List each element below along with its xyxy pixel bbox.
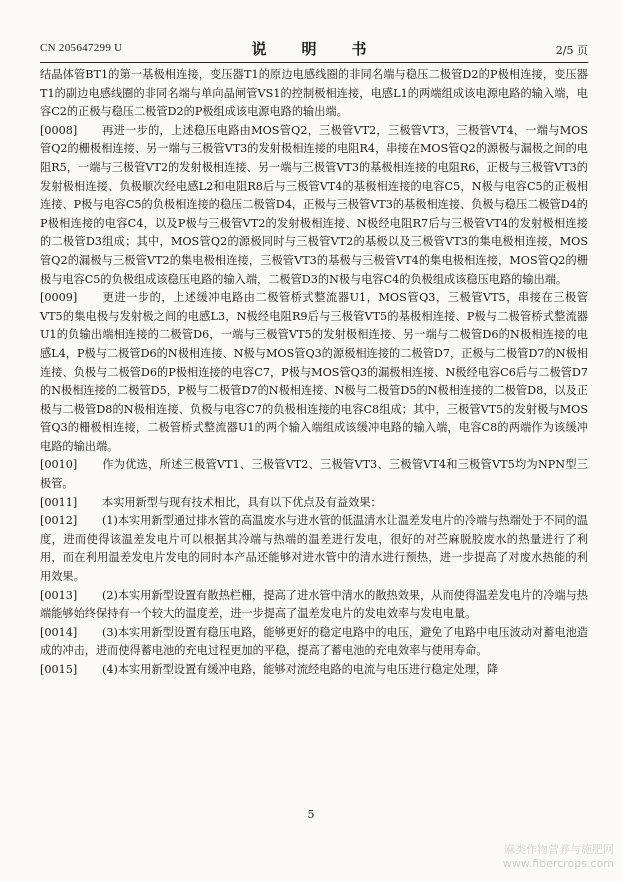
document-body bbox=[40, 66, 588, 680]
watermark-line1: 麻类作物营养与施肥网 bbox=[504, 843, 614, 856]
paragraph-number: [0014] bbox=[40, 625, 78, 639]
page-header bbox=[40, 38, 588, 60]
header-divider bbox=[40, 62, 588, 63]
paragraph bbox=[40, 587, 588, 624]
paragraph bbox=[40, 624, 588, 661]
lead-paragraph: 结晶体管BT1的第一基极相连接，变压器T1的原边电感线圈的非同名端与稳压二极管D2的P极相连接，变压器T1的副边电感线圈的非同名端与单向晶闸管VS1的控制极相连接，电感L1的两端组成该电源电路的输入端，电容C2的正极与稳压二极管D2的P极组成该电源电路的输出端。 bbox=[40, 68, 588, 119]
paragraph-text: 更进一步的，上述缓冲电路由二极管桥式整流器U1，MOS管Q3，三极管VT5，串接在三极管VT5的集电极与发射极之间的电感L3，N极经电阻R9后与三极管VT5的基极相连接、P极与二极管桥式整流器U1的负输出端相连接的二极管D6，一端与三极管VT5的发射极相连接、另一端与二极管D6的N极相连接的电感L4，P极与二极管D6的N极相连接、N极与MOS管Q3的源极相连接的二极管D7，正极与二极管D7的N极相连接、负极与二极管D6的P极相连接的电容C7，P极与MOS管Q3的漏极相连接、N极经电容C6后与二极管D7的N极相连接的二极管D5，P极与二极管D7的N极相连接、N极与二极管D5的N极相连接的二极管D8，以及正极与二极管D8的N极相连接、负极与电容C7的负极相连接的电容C8组成；其中，三极管VT5的发射极与MOS管Q3的栅极相连接，二极管桥式整流器U1的两个输入端组成该缓冲电路的输入端，电容C8的两端作为该缓冲电路的输出端。 bbox=[40, 291, 588, 453]
paragraph-text: (1)本实用新型通过排水管的高温废水与进水管的低温清水让温差发电片的冷端与热端处于不同的温度，进而使得该温差发电片可以根据其冷端与热端的温差进行发电，很好的对苎麻脱胶废水的热量进行了利用，而在利用温差发电片发电的同时本产品还能够对进水管中的清水进行预热，进一步提高了对废水热能的利用效果。 bbox=[40, 514, 588, 584]
paragraph bbox=[40, 512, 588, 586]
paragraph-text: 作为优选，所述三极管VT1、三极管VT2、三极管VT3、三极管VT4和三极管VT5均为NPN型三极管。 bbox=[40, 458, 588, 491]
page-number: 5 bbox=[307, 808, 315, 821]
paragraph-number: [0009] bbox=[40, 291, 78, 305]
paragraph-number: [0012] bbox=[40, 514, 78, 528]
paragraph-text: (2)本实用新型设置有散热栏栅，提高了进水管中清水的散热效果，从而使得温差发电片的冷端与热端能够始终保持有一个较大的温度差，进一步提高了温差发电片的发电效率与发电电量。 bbox=[40, 588, 588, 621]
publication-number: CN 205647299 U bbox=[40, 42, 123, 54]
paragraph-text: 本实用新型与现有技术相比，具有以下优点及有益效果： bbox=[102, 495, 382, 509]
paragraph-text: 再进一步的，上述稳压电路由MOS管Q2，三极管VT2，三极管VT3，三极管VT4，一端与MOS管Q2的栅极相连接、另一端与三极管VT3的发射极相连接的电阻R4，串接在MOS管Q2的源极与漏极之间的电阻R5，一端与三极管VT2的发射极相连接、另一端与三极管VT3的基极相连接的电阻R6，正极与三极管VT3的发射极相连接、负极顺次经电感L2和电阻R8后与三极管VT4的基极相连接的电容C5，N极与电容C5的正极相连接、P极与电容C5的负极相连接的稳压二极管D4，正极与三极管VT3的基极相连接、负极与稳压二极管D4的P极相连接的电容C4，以及P极与三极管VT2的发射极相连接、N极经电阻R7后与三极管VT4的发射极相连接的二极管D3组成；其中，MOS管Q2的源极同时与三极管VT2的基极以及三极管VT3的集电极相连接，MOS管Q2的漏极与三极管VT2的集电极相连接，三极管VT3的基极与三极管VT4的集电极相连接，MOS管Q2的栅极与电容C5的负极组成该稳压电路的输入端，二极管D3的N极与电容C4的负极组成该稳压电路的输出端。 bbox=[40, 123, 588, 286]
paragraph bbox=[40, 289, 588, 456]
paragraph-number: [0011] bbox=[40, 495, 78, 509]
page-indicator: 2/5 页 bbox=[555, 44, 588, 57]
document-title: 说 明 书 bbox=[251, 40, 377, 58]
paragraph-number: [0010] bbox=[40, 458, 78, 472]
paragraph-list bbox=[40, 122, 588, 680]
paragraph-text: (4)本实用新型设置有缓冲电路，能够对流经电路的电流与电压进行稳定处理，降 bbox=[102, 663, 499, 676]
paragraph-number: [0008] bbox=[40, 123, 78, 137]
watermark-line2: www.fibercrops.com bbox=[502, 857, 614, 870]
watermark bbox=[503, 843, 614, 871]
paragraph bbox=[40, 661, 588, 680]
paragraph bbox=[40, 122, 588, 289]
paragraph bbox=[40, 494, 588, 513]
paragraph-number: [0013] bbox=[40, 588, 78, 602]
paragraph bbox=[40, 456, 588, 493]
paragraph-text: (3)本实用新型设置有稳压电路，能够更好的稳定电路中的电压，避免了电路中电压波动对蓄电池造成的冲击，进而使得蓄电池的充电过程更加的平稳，提高了蓄电池的充电效率与使用寿命。 bbox=[40, 625, 588, 658]
paragraph-number: [0015] bbox=[40, 663, 78, 676]
